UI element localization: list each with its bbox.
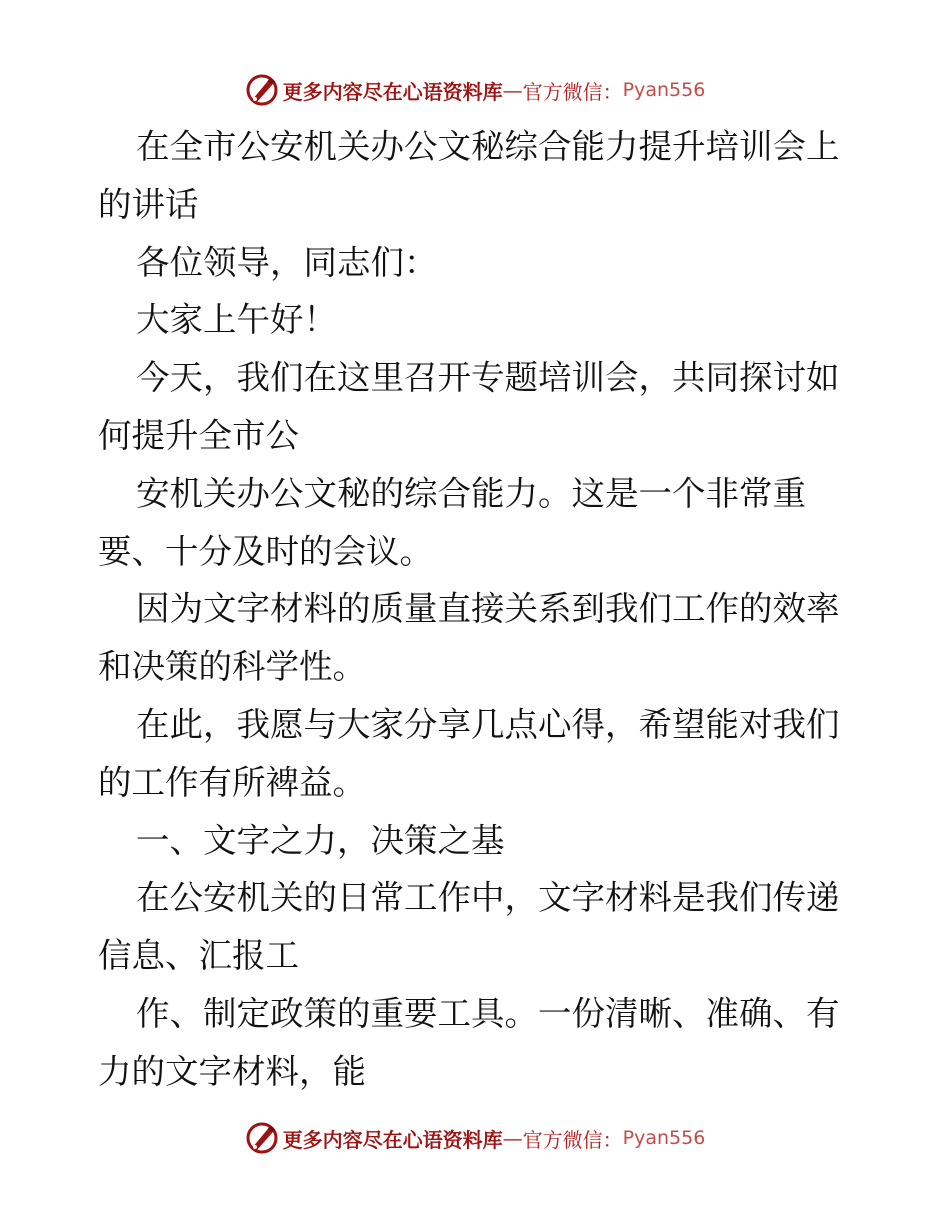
paragraph-line: 何提升全市公 (98, 415, 299, 455)
paragraph-line: 因为文字材料的质量直接关系到我们工作的效率 (136, 589, 840, 629)
banner-wechat-id: Pyan556 (622, 1127, 706, 1149)
banner-separator: — (502, 1126, 523, 1150)
banner-brand: 更多内容尽在心语资料库 (282, 79, 503, 104)
paragraph-line: 的工作有所裨益。 (98, 762, 366, 802)
paragraph-line: 作、制定政策的重要工具。一份清晰、准确、有 (136, 993, 840, 1033)
salutation: 各位领导，同志们： (136, 242, 438, 282)
pen-circle-logo-icon (245, 73, 279, 107)
paragraph-line: 在此，我愿与大家分享几点心得，希望能对我们 (136, 704, 840, 744)
greeting: 大家上午好！ (136, 300, 337, 340)
paragraph-line: 在公安机关的日常工作中，文字材料是我们传递 (136, 878, 840, 918)
paragraph-line: 信息、汇报工 (98, 936, 299, 976)
speech-body (98, 118, 858, 1101)
header-banner (0, 70, 950, 110)
paragraph-line: 今天，我们在这里召开专题培训会，共同探讨如 (136, 358, 840, 398)
footer-banner (0, 1118, 950, 1158)
paragraph-line: 要、十分及时的会议。 (98, 531, 433, 571)
paragraph-line: 力的文字材料，能 (98, 1051, 366, 1091)
banner-brand: 更多内容尽在心语资料库 (282, 1127, 503, 1152)
banner-separator: — (502, 78, 523, 102)
paragraph-line: 安机关办公文秘的综合能力。这是一个非常重 (136, 473, 806, 513)
banner-wechat-label: 官方微信： (522, 79, 623, 104)
section-heading: 一、文字之力，决策之基 (136, 820, 505, 860)
banner-wechat-label: 官方微信： (522, 1127, 623, 1152)
banner-wechat-id: Pyan556 (622, 79, 706, 101)
title-line-2: 的讲话 (98, 184, 199, 224)
title-line-1: 在全市公安机关办公文秘综合能力提升培训会上 (136, 127, 840, 166)
paragraph-line: 和决策的科学性。 (98, 647, 366, 687)
pen-circle-logo-icon (245, 1121, 279, 1155)
